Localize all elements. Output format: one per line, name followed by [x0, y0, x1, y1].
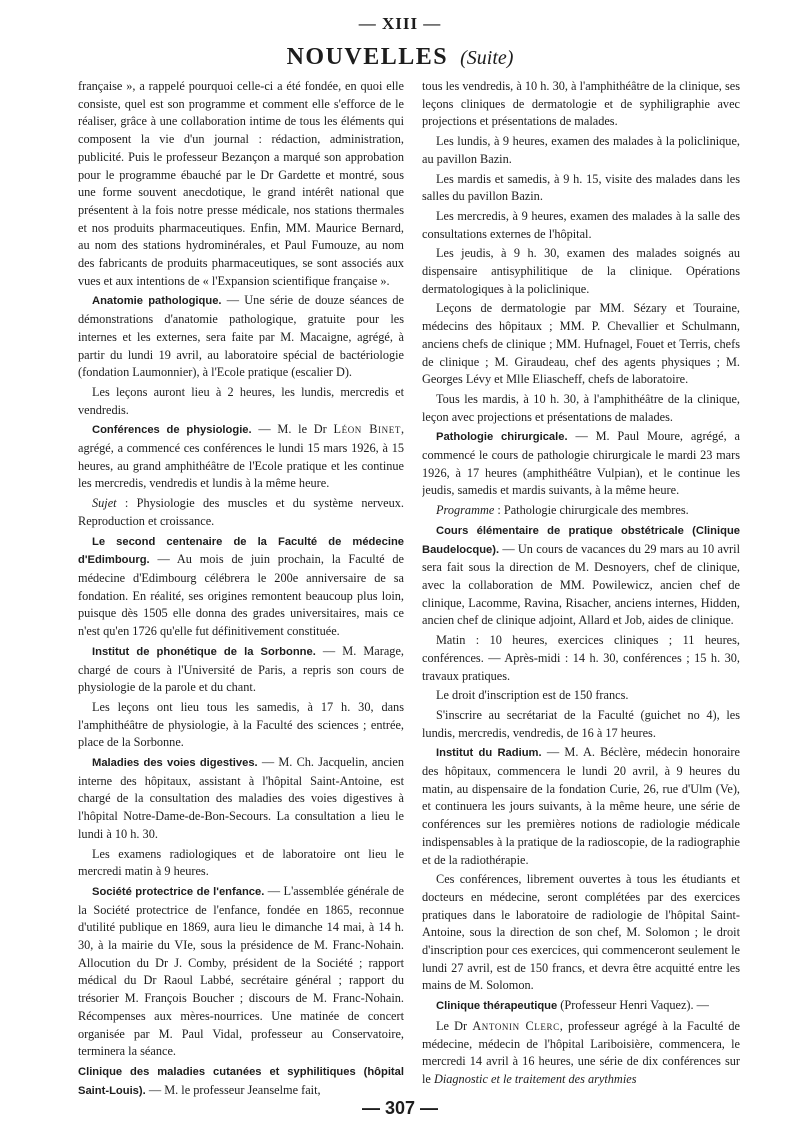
right-column	[422, 78, 740, 1098]
notice-heading-enfance: Société protectrice de l'enfance.	[92, 885, 265, 898]
notice-body-cutanees: — M. le professeur Jeanselme fait,	[145, 1082, 321, 1097]
notice-edimbourg	[78, 533, 404, 641]
notice-heading-cutanees: Clinique des maladies cutanées et syphilitiques (hôpital Saint-Louis).	[78, 1065, 404, 1097]
folio-roman: — XIII —	[358, 14, 442, 33]
paragraph-cutanees-tous-mardis: Tous les mardis, à 10 h. 30, à l'amphithéâtre de la clinique, leçon avec projections et présentations de malades.	[422, 391, 740, 424]
label-sujet: Sujet	[92, 496, 117, 511]
notice-obstetricale	[422, 522, 740, 630]
paragraph-obstetricale-droit: Le droit d'inscription est de 150 francs.	[436, 688, 629, 703]
notice-body-obstetricale: — Un cours de vacances du 29 mars au 10 avril sera fait sous la direction de M. Desnoyers, chef de clinique, avec la collaboration de MM. Powilewicz, ancien chef de clinique, Lacomme, Ravina, Risacher, anciens internes, Hidden, ancien chef de clinique adjoint, Allard et Job, aides de clinique.	[422, 541, 740, 628]
text-therapeutique-titre: Diagnostic et le traitement des arythmies	[433, 1071, 637, 1086]
notice-body-digestives: — M. Ch. Jacquelin, ancien interne des hôpitaux, assistant à l'hôpital Saint-Antoine, est chargé de la consultation des maladies des voies digestives à l'hôpital Notre-Dame-de-Bon-Secours. La consultation a lieu le lundi à 10 h. 30.	[78, 755, 404, 841]
paragraph-cutanees-mardis: Les mardis et samedis, à 9 h. 15, visite des malades dans les salles du pavillon Bazin.	[422, 171, 740, 204]
notice-heading-digestives: Maladies des voies digestives.	[92, 757, 258, 770]
paragraph-cutanees-vendredis: tous les vendredis, à 10 h. 30, à l'amphithéâtre de la clinique, ses leçons cliniques de dermatologie et de syphiligraphie avec projections et présentations de malades.	[422, 79, 740, 129]
notice-body-edimbourg: — Au mois de juin prochain, la Faculté de médecine d'Edimbourg célébrera le 200e anniversaire de sa fondation. En réalité, ses origines remontent beaucoup plus loin, puisque dès 1505 elle donna des grades universitaires, mais ce n'est qu'en 1726 qu'elle fut définitivement constituée.	[78, 552, 404, 639]
notice-heading-edimbourg: Le second centenaire de la Faculté de médecine d'Edimbourg.	[78, 535, 404, 567]
paragraph-cutanees-jeudis: Les jeudis, à 9 h. 30, examen des malades soignés au dispensaire antisyphilitique de la clinique. Opérations dermatologiques à la policlinique.	[422, 246, 740, 296]
paragraph-cutanees-mercredis: Les mercredis, à 9 heures, examen des malades à la salle des consultations externes de l'hôpital.	[422, 208, 740, 241]
notice-anatomie	[78, 292, 404, 382]
notice-heading-anatomie: Anatomie pathologique.	[92, 295, 222, 308]
notice-heading-phonetique: Institut de phonétique de la Sorbonne.	[92, 645, 316, 658]
notice-body-chirurgicale: — M. Paul Moure, agrégé, a commencé le cours de pathologie chirurgicale le mardi 23 mars 1926, à 17 heures (amphithéâtre Vulpian), et le continue les jeudis, samedis et mardis suivants, à la même heure.	[422, 429, 740, 498]
paragraph-phonetique-horaire: Les leçons ont lieu tous les samedis, à 17 h. 30, dans l'amphithéâtre de physiologie, à la Faculté des sciences ; entrée, place de la Sorbonne.	[78, 699, 404, 750]
text-sujet: : Physiologie des muscles et du système nerveux. Reproduction et croissance.	[78, 496, 404, 528]
paragraph-expansion: française », a rappelé pourquoi celle-ci a été fondée, en quoi elle consiste, quel est son programme et comment elle s'efforce de le réaliser, grâce à une collaboration intime de tous les éléments qui composent la vie d'un journal : rédaction, administration, publicité. Puis le professeur Bezançon a marqué son approbation pour le programme ébauché par le Dr Gardette et montré, sous une forme souvent anecdotique, le grand intérêt national que présentent à la fois notre presse médicale, nos stations thermales et nos produits pharmaceutiques. Enfin, MM. Maurice Bernard, au nom des stations hydrominérales, et Paul Fumouze, au nom des fabricants de produits pharmaceutiques, se sont associés aux vues et aux intentions de « l'Expansion scientifique française ».	[78, 79, 404, 288]
notice-digestives	[78, 754, 404, 844]
notice-phonetique	[78, 643, 404, 697]
label-programme: Programme	[436, 503, 495, 518]
paragraph-cutanees-lecons: Leçons de dermatologie par MM. Sézary et Touraine, médecins des hôpitaux ; MM. P. Chevallier et Schulmann, anciens chefs de clinique ; MM. Hufnagel, Fouet et Terris, chefs de clinique ; M. Giraudeau, chef des agents physiques ; M. Georges Lévy et Mlle Eliascheff, chefs de laboratoire.	[422, 301, 740, 387]
notice-body-anatomie: — Une série de douze séances de démonstrations d'anatomie pathologique, gratuite pour les internes et les externes, sera faite par M. Macaigne, agrégé, à partir du lundi 19 avril, au laboratoire spécial de bactériologie (fondation Laumonnier), à l'Ecole pratique (escalier D).	[78, 293, 404, 380]
notice-body-physiologie-a: — M. le Dr	[251, 422, 334, 437]
section-title: NOUVELLES	[286, 44, 449, 70]
paragraph-therapeutique-clerc	[422, 1018, 740, 1089]
text-programme: : Pathologie chirurgicale des membres.	[494, 503, 689, 518]
left-column	[78, 78, 404, 1098]
paragraph-chirurgicale-programme	[422, 502, 740, 520]
person-name-binet: Léon Binet	[333, 422, 401, 437]
notice-chirurgicale	[422, 428, 740, 500]
notice-heading-chirurgicale: Pathologie chirurgicale.	[436, 431, 568, 444]
notice-therapeutique	[422, 997, 740, 1016]
section-subtitle: (Suite)	[460, 47, 514, 69]
page-number: — 307 —	[361, 1098, 439, 1118]
notice-body-enfance: — L'assemblée générale de la Société protectrice de l'enfance, fondée en 1865, reconnue d'utilité publique en 1869, aura lieu le dimanche 14 mai, à 14 h. 30, à la mairie du VIe, sous la présidence de M. Franc-Nohain. Allocution du Dr J. Comby, président de la Société ; rapport médical du Dr Raoul Labbé, secrétaire général ; rapport du trésorier M. François Boucher ; discours de M. Franc-Nohain. Récompenses aux mères-nourrices. Une matinée de concert organisée par M. Paul Vidal, professeur au Conservatoire, terminera la séance.	[78, 883, 404, 1059]
notice-heading-radium: Institut du Radium.	[436, 747, 542, 760]
paragraph-digestives-examens: Les examens radiologiques et de laboratoire ont lieu le mercredi matin à 9 heures.	[78, 846, 404, 879]
notice-body-radium: — M. A. Béclère, médecin honoraire des hôpitaux, commencera le lundi 20 avril, à 9 heures du matin, au dispensaire de la fondation Curie, 26, rue d'Ulm (Ve), et continuera les jours suivants, à la même heure, une série de conférences sur les premières notions de radiologie médicale indispensables à la pratique de la radioscopie, de la radiographie et de la radiothérapie.	[422, 745, 740, 867]
notice-body-phonetique: — M. Marage, chargé de cours à l'Université de Paris, a repris son cours de physiologie de la parole et du chant.	[78, 643, 404, 695]
text-therapeutique-b: , professeur agrégé à la Faculté de médecine, médecin de l'hôpital Lariboisière, commencera, le mercredi 14 avril à 16 heures, une série de dix conférences sur le	[422, 1018, 740, 1086]
paragraph-anatomie-horaire: Les leçons auront lieu à 2 heures, les lundis, mercredis et vendredis.	[78, 384, 404, 417]
notice-physiologie	[78, 421, 404, 493]
notice-body-physiologie-b: , agrégé, a commencé ces conférences le lundi 15 mars 1926, à 15 heures, au grand amphithéâtre de l'Ecole pratique et les continue les mercredis, vendredis et lundis à la même heure.	[78, 422, 404, 491]
notice-cutanees	[78, 1063, 404, 1098]
paragraph-cutanees-lundis: Les lundis, à 9 heures, examen des malades à la policlinique, au pavillon Bazin.	[422, 134, 740, 166]
notice-heading-therapeutique: Clinique thérapeutique	[436, 1000, 558, 1013]
text-therapeutique-a: Le Dr	[436, 1018, 473, 1033]
section-heading	[0, 44, 800, 71]
notice-paren-therapeutique: (Professeur Henri Vaquez). —	[557, 998, 709, 1013]
paragraph-radium-conferences: Ces conférences, librement ouvertes à tous les étudiants et docteurs en médecine, seront complétées par des exercices pratiques dans le laboratoire de radiologie de l'hôpital Saint-Antoine, sous la direction de son chef, M. Solomon ; le droit d'inscription pour ces exercices, qui commenceront seulement le lundi 27 avril, est de 150 francs, et devra être acquitté entre les mains de M. Solomon.	[422, 872, 740, 993]
notice-enfance	[78, 883, 404, 1061]
person-name-clerc: Antonin Clerc	[472, 1018, 560, 1033]
notice-radium	[422, 744, 740, 869]
notice-heading-physiologie: Conférences de physiologie.	[92, 424, 252, 437]
paragraph-obstetricale-inscription: S'inscrire au secrétariat de la Faculté (guichet no 4), les lundis, mercredis, vendredis, de 16 à 17 heures.	[422, 707, 740, 740]
notice-heading-obstetricale: Cours élémentaire de pratique obstétricale (Clinique Baudelocque).	[422, 524, 740, 556]
paragraph-physiologie-sujet	[78, 495, 404, 530]
paragraph-obstetricale-horaire: Matin : 10 heures, exercices cliniques ; 11 heures, conférences. — Après-midi : 14 h. 30, conférences ; 15 h. 30, travaux pratiques.	[422, 633, 740, 683]
